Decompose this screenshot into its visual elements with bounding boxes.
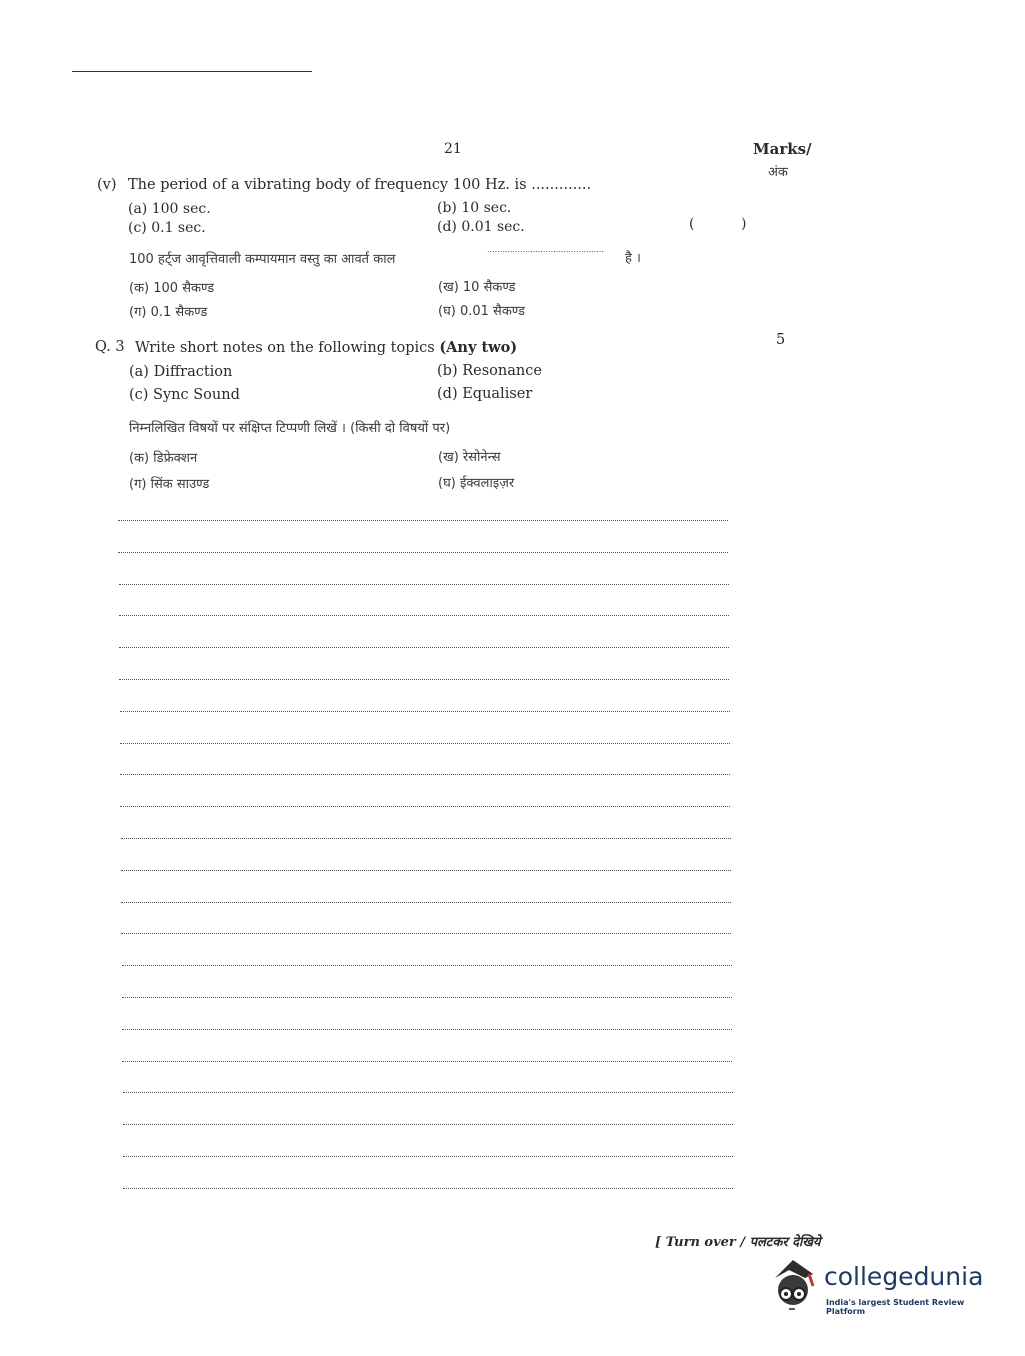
answer-line <box>123 1092 733 1093</box>
option-kha: (ख) 10 सैकण्ड <box>438 280 516 295</box>
mascot-icon <box>765 1256 823 1318</box>
topic-d: (d) Equaliser <box>437 386 533 402</box>
answer-bracket-open: ( <box>689 216 695 232</box>
option-ga: (ग) 0.1 सैकण्ड <box>129 305 208 320</box>
answer-line <box>119 584 729 585</box>
option-c: (c) 0.1 sec. <box>128 220 206 236</box>
answer-line <box>119 647 729 648</box>
topic-b: (b) Resonance <box>437 363 542 379</box>
answer-line <box>122 1029 732 1030</box>
answer-line <box>121 870 731 871</box>
collegedunia-logo <box>765 1256 995 1318</box>
answer-line <box>122 1061 732 1062</box>
answer-line <box>123 1156 733 1157</box>
answer-line <box>119 615 729 616</box>
topic-c: (c) Sync Sound <box>129 387 240 403</box>
answer-line <box>121 902 731 903</box>
topic-a: (a) Diffraction <box>129 364 233 380</box>
option-b: (b) 10 sec. <box>437 200 512 216</box>
question-3-text <box>135 339 517 356</box>
logo-name: collegedunia <box>824 1262 984 1291</box>
answer-line <box>121 933 731 934</box>
question-v-hindi: 100 हर्ट्ज आवृत्तिवाली कम्पायमान वस्तु का आवर्त काल <box>129 252 396 267</box>
answer-line <box>121 838 731 839</box>
top-rule <box>72 71 312 72</box>
option-gha: (घ) 0.01 सैकण्ड <box>438 304 525 319</box>
topic-gha: (घ) ईक्वलाइज़र <box>438 476 515 491</box>
answer-line <box>118 520 728 521</box>
question-v-text: The period of a vibrating body of frequency 100 Hz. is ............. <box>128 177 592 193</box>
option-d: (d) 0.01 sec. <box>437 219 525 235</box>
answer-line <box>120 711 730 712</box>
topic-ka: (क) डिफ्रेक्शन <box>129 451 198 466</box>
answer-line <box>120 806 730 807</box>
option-ka: (क) 100 सैकण्ड <box>129 281 215 296</box>
question-v-hindi-end: है । <box>625 251 641 266</box>
logo-tagline: India's largest Student Review Platform <box>826 1298 965 1316</box>
marks-heading-hindi: अंक <box>768 165 788 180</box>
question-3-number: Q. 3 <box>95 339 125 355</box>
answer-bracket-close: ) <box>741 216 747 232</box>
question-3-text-main: Write short notes on the following topics <box>135 340 435 356</box>
answer-line <box>122 965 732 966</box>
question-3-marks: 5 <box>776 332 786 348</box>
marks-heading: Marks/ <box>753 140 812 158</box>
answer-line <box>120 743 730 744</box>
answer-line <box>119 679 729 680</box>
topic-ga: (ग) सिंक साउण्ड <box>129 477 210 492</box>
question-v-number: (v) <box>97 177 117 193</box>
answer-line <box>123 1124 733 1125</box>
question-3-any-two: (Any two) <box>439 339 518 356</box>
answer-line <box>122 997 732 998</box>
answer-line <box>123 1188 733 1189</box>
answer-line <box>120 774 730 775</box>
topic-kha: (ख) रेसोनेन्स <box>438 450 501 465</box>
option-a: (a) 100 sec. <box>128 201 211 217</box>
answer-line <box>118 552 728 553</box>
question-v-hindi-blank: .............................................. <box>487 245 604 254</box>
turn-over-note: [ Turn over / पलटकर देखिये <box>655 1235 821 1250</box>
question-3-hindi: निम्नलिखित विषयों पर संक्षिप्त टिप्पणी लिखें । (किसी दो विषयों पर) <box>129 421 451 436</box>
page-number: 21 <box>444 141 462 157</box>
